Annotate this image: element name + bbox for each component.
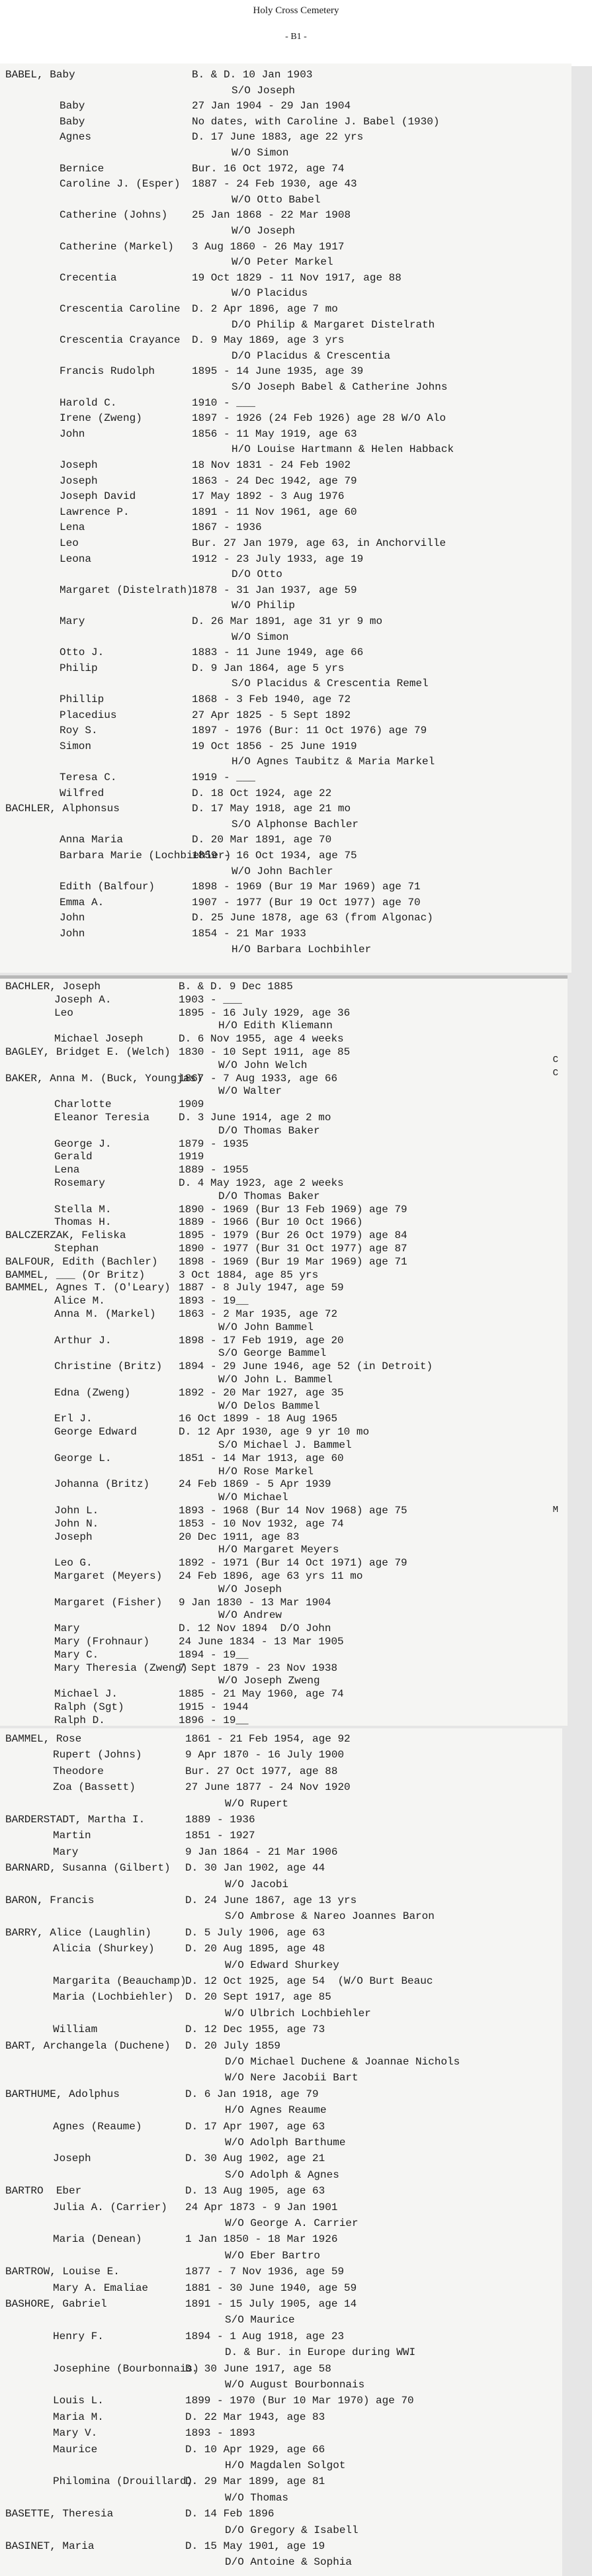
burial-info: D. 12 Nov 1894 D/O John xyxy=(179,1622,331,1635)
burial-info: W/O Peter Markel xyxy=(232,256,333,269)
person-name: Leo G. xyxy=(54,1557,93,1570)
burial-info: No dates, with Caroline J. Babel (1930) xyxy=(192,115,440,128)
burial-info: 3 Aug 1860 - 26 May 1917 xyxy=(192,240,345,253)
burial-info: 24 Apr 1873 - 9 Jan 1901 xyxy=(185,2201,338,2213)
record-sheet-1 xyxy=(0,64,571,973)
burial-info: 1851 - 1927 xyxy=(185,1830,255,1842)
burial-info: 1881 - 30 June 1940, age 59 xyxy=(185,2282,357,2294)
burial-info: D. 15 May 1901, age 19 xyxy=(185,2540,325,2552)
burial-info: W/O John Bammel xyxy=(218,1321,314,1333)
person-name: BARRY, Alice (Laughlin) xyxy=(5,1926,151,1939)
burial-info: H/O Magdalen Solgot xyxy=(225,2460,346,2471)
burial-info: 7 Sept 1879 - 23 Nov 1938 xyxy=(179,1662,338,1674)
burial-info: S/O George Bammel xyxy=(218,1347,327,1360)
burial-info: 1897 - 1976 (Bur: 11 Oct 1976) age 79 xyxy=(192,725,427,737)
burial-info: 27 June 1877 - 24 Nov 1920 xyxy=(185,1781,351,1794)
person-name: Joseph A. xyxy=(54,993,112,1006)
person-name: Maria (Lochbiehler) xyxy=(53,1991,174,2004)
person-name: Maria M. xyxy=(53,2411,104,2423)
burial-info: 24 June 1834 - 13 Mar 1905 xyxy=(179,1636,344,1648)
burial-info: W/O Simon xyxy=(232,147,289,159)
person-name: Phillip xyxy=(60,693,105,705)
burial-info: D. 14 Feb 1896 xyxy=(185,2508,275,2520)
burial-info: S/O Placidus & Crescentia Remel xyxy=(232,678,429,690)
burial-info: D. 12 Oct 1925, age 54 (W/O Burt Beauc xyxy=(185,1975,433,1987)
burial-info: 16 Oct 1899 - 18 Aug 1965 xyxy=(179,1413,338,1425)
person-name: Harold C. xyxy=(60,396,117,409)
burial-info: S/O Adolph & Agnes xyxy=(225,2168,339,2181)
person-name: Joseph xyxy=(60,459,98,471)
burial-info: D. 30 June 1917, age 58 xyxy=(185,2362,331,2375)
burial-info: 9 Jan 1864 - 21 Mar 1906 xyxy=(185,1845,338,1858)
burial-info: 1854 - 21 Mar 1933 xyxy=(192,928,306,940)
person-name: Mary xyxy=(60,615,85,627)
person-name: Mary V. xyxy=(53,2427,98,2440)
person-name: Josephine (Bourbonnais) xyxy=(53,2362,199,2375)
person-name: BASETTE, Theresia xyxy=(5,2508,114,2520)
burial-info: D. 9 Jan 1864, age 5 yrs xyxy=(192,662,345,674)
burial-info: 1895 - 14 June 1935, age 39 xyxy=(192,365,364,378)
burial-info: 1851 - 14 Mar 1913, age 60 xyxy=(179,1452,344,1464)
burial-info: D. 26 Mar 1891, age 31 yr 9 mo xyxy=(192,615,383,627)
person-name: Margarita (Beauchamp) xyxy=(53,1975,187,1987)
burial-info: W/O Jacobi xyxy=(225,1878,289,1890)
page-number: - B1 - xyxy=(285,32,307,42)
person-name: Edith (Balfour) xyxy=(60,881,155,893)
burial-info: D. 17 May 1918, age 21 mo xyxy=(192,803,351,815)
burial-info: D/O Antoine & Sophia xyxy=(225,2556,353,2569)
burial-info: B. & D. 9 Dec 1885 xyxy=(179,981,293,993)
person-name: Simon xyxy=(60,740,92,752)
burial-info: W/O Delos Bammel xyxy=(218,1399,320,1412)
person-name: Crescentia Caroline xyxy=(60,303,181,315)
person-name: Henry F. xyxy=(53,2330,104,2342)
person-name: Rupert (Johns) xyxy=(53,1749,142,1761)
burial-info: 1903 - ___ xyxy=(179,993,243,1006)
burial-info: W/O Rupert xyxy=(225,1797,289,1810)
person-name: Theodore xyxy=(53,1765,104,1777)
burial-info: W/O Thomas xyxy=(225,2491,289,2504)
person-name: Baby xyxy=(60,115,85,128)
burial-info: D/O Otto xyxy=(232,568,282,581)
person-name: Ralph D. xyxy=(54,1714,105,1726)
person-name: BAMMEL, Agnes T. (O'Leary) xyxy=(5,1282,171,1294)
burial-info: S/O Maurice xyxy=(225,2314,295,2327)
person-name: Mary A. Emaliae xyxy=(53,2282,149,2294)
burial-info: 19 Oct 1856 - 25 June 1919 xyxy=(192,740,357,752)
burial-info: S/O Joseph xyxy=(232,84,296,97)
person-name: Philip xyxy=(60,662,98,674)
person-name: Teresa C. xyxy=(60,772,117,783)
margin-mark: C xyxy=(552,1068,558,1079)
person-name: Anna M. (Markel) xyxy=(54,1308,156,1320)
person-name: Johanna (Britz) xyxy=(54,1478,150,1491)
person-name: Maria (Denean) xyxy=(53,2233,142,2246)
burial-info: 27 Jan 1904 - 29 Jan 1904 xyxy=(192,100,351,112)
burial-info: D. 20 Aug 1895, age 48 xyxy=(185,1943,325,1955)
burial-info: H/O Agnes Taubitz & Maria Markel xyxy=(232,756,435,768)
person-name: BALFOUR, Edith (Bachler) xyxy=(5,1255,158,1268)
person-name: Rosemary xyxy=(54,1177,105,1189)
person-name: Louis L. xyxy=(53,2395,104,2407)
burial-info: 1889 - 1966 (Bur 10 Oct 1966) xyxy=(179,1216,363,1229)
person-name: Barbara Marie (Lochbiehler) xyxy=(60,850,232,862)
person-name: John L. xyxy=(54,1505,99,1517)
burial-info: S/O Ambrose & Nareo Joannes Baron xyxy=(225,1910,435,1923)
person-name: Margaret (Fisher) xyxy=(54,1596,163,1609)
person-name: Gerald xyxy=(54,1151,93,1163)
burial-info: 1889 - 1955 xyxy=(179,1164,249,1177)
person-name: BARTROW, Louise E. xyxy=(5,2266,120,2278)
burial-info: 1868 - 3 Feb 1940, age 72 xyxy=(192,693,351,705)
burial-info: 1887 - 24 Feb 1930, age 43 xyxy=(192,178,357,191)
burial-info: 1896 - 19__ xyxy=(179,1714,249,1726)
person-name: Placedius xyxy=(60,709,117,721)
burial-info: 1899 - 1970 (Bur 10 Mar 1970) age 70 xyxy=(185,2395,414,2407)
burial-info: D. 12 Dec 1955, age 73 xyxy=(185,2023,325,2036)
person-name: Crescentia Crayance xyxy=(60,334,181,347)
person-name: BARNARD, Susanna (Gilbert) xyxy=(5,1862,171,1875)
burial-info: D. 30 Jan 1902, age 44 xyxy=(185,1862,325,1875)
burial-info: D. 30 Aug 1902, age 21 xyxy=(185,2153,325,2165)
burial-info: W/O Edward Shurkey xyxy=(225,1959,339,1971)
burial-info: D/O Placidus & Crescentia xyxy=(232,349,391,362)
person-name: Stella M. xyxy=(54,1203,112,1216)
burial-info: B. & D. 10 Jan 1903 xyxy=(192,69,313,81)
burial-info: 1861 - 21 Feb 1954, age 92 xyxy=(185,1733,351,1745)
person-name: BARTRO Eber xyxy=(5,2185,82,2198)
burial-info: 20 Dec 1911, age 83 xyxy=(179,1531,300,1543)
burial-info: H/O Barbara Lochbihler xyxy=(232,943,372,955)
burial-info: 1894 - 19__ xyxy=(179,1648,249,1661)
person-name: Roy S. xyxy=(60,725,98,737)
burial-info: 9 Apr 1870 - 16 July 1900 xyxy=(185,1749,345,1761)
burial-info: D. 29 Mar 1899, age 81 xyxy=(185,2475,325,2488)
person-name: Emma A. xyxy=(60,896,105,909)
burial-info: 1898 - 1969 (Bur 19 Mar 1969) age 71 xyxy=(179,1255,407,1268)
burial-info: 1853 - 10 Nov 1932, age 74 xyxy=(179,1517,344,1530)
person-name: BAMMEL, ___ (Or Britz) xyxy=(5,1268,146,1281)
person-name: Leona xyxy=(60,553,92,565)
burial-info: D. 5 July 1906, age 63 xyxy=(185,1926,325,1939)
person-name: Christine (Britz) xyxy=(54,1360,163,1373)
burial-info: H/O Rose Markel xyxy=(218,1465,314,1478)
person-name: BASHORE, Gabriel xyxy=(5,2298,107,2310)
person-name: Michael Joseph xyxy=(54,1033,144,1045)
person-name: Mary C. xyxy=(54,1648,99,1661)
burial-info: S/O Joseph Babel & Catherine Johns xyxy=(232,381,448,393)
burial-info: W/O Otto Babel xyxy=(232,193,321,206)
person-name: BAKER, Anna M. (Buck, Youngjas) xyxy=(5,1072,202,1085)
burial-info: 1915 - 1944 xyxy=(179,1701,249,1713)
burial-info: D. 9 May 1869, age 3 yrs xyxy=(192,334,345,347)
person-name: John xyxy=(60,928,85,940)
burial-info: W/O Michael xyxy=(218,1491,288,1504)
burial-info: 1909 xyxy=(179,1098,204,1111)
burial-info: 1892 - 20 Mar 1927, age 35 xyxy=(179,1386,344,1399)
burial-info: 19 Oct 1829 - 11 Nov 1917, age 88 xyxy=(192,271,402,284)
burial-info: 1 Jan 1850 - 18 Mar 1926 xyxy=(185,2233,338,2246)
person-name: George Edward xyxy=(54,1426,137,1439)
person-name: Margaret (Meyers) xyxy=(54,1570,163,1582)
burial-info: 1889 - 1936 xyxy=(185,1814,255,1826)
burial-info: W/O Joseph xyxy=(232,225,296,237)
person-name: John xyxy=(60,427,85,440)
burial-info: 1893 - 19__ xyxy=(179,1295,249,1308)
burial-info: 27 Apr 1825 - 5 Sept 1892 xyxy=(192,709,351,721)
person-name: Joseph xyxy=(60,474,98,487)
person-name: Mary xyxy=(54,1622,80,1635)
person-name: Maurice xyxy=(53,2443,98,2456)
person-name: Joseph xyxy=(54,1531,93,1543)
burial-info: 1893 - 1968 (Bur 14 Nov 1968) age 75 xyxy=(179,1505,407,1517)
person-name: BABEL, Baby xyxy=(5,69,75,81)
person-name: George L. xyxy=(54,1452,112,1464)
burial-info: 1877 - 7 Nov 1936, age 59 xyxy=(185,2266,345,2278)
burial-info: 9 Jan 1830 - 13 Mar 1904 xyxy=(179,1596,331,1609)
burial-info: 3 Oct 1884, age 85 yrs xyxy=(179,1268,319,1281)
burial-info: 24 Feb 1869 - 5 Apr 1939 xyxy=(179,1478,331,1491)
burial-info: 1890 - 1969 (Bur 13 Feb 1969) age 79 xyxy=(179,1203,407,1216)
person-name: Catherine (Johns) xyxy=(60,209,168,222)
burial-info: W/O Adolph Barthume xyxy=(225,2137,346,2149)
person-name: Lena xyxy=(60,521,85,534)
burial-info: D/O Thomas Baker xyxy=(218,1124,320,1137)
burial-info: D. 2 Apr 1896, age 7 mo xyxy=(192,303,338,315)
burial-info: D. 22 Mar 1943, age 83 xyxy=(185,2411,325,2423)
burial-info: W/O August Bourbonnais xyxy=(225,2379,365,2391)
burial-info: 1878 - 31 Jan 1937, age 59 xyxy=(192,584,357,596)
person-name: George J. xyxy=(54,1137,112,1150)
person-name: Martin xyxy=(53,1830,91,1842)
burial-info: Bur. 16 Oct 1972, age 74 xyxy=(192,162,345,175)
burial-info: W/O Nere Jacobii Bart xyxy=(225,2072,359,2084)
burial-info: D. 17 June 1883, age 22 yrs xyxy=(192,131,364,144)
burial-info: 17 May 1892 - 3 Aug 1976 xyxy=(192,490,345,503)
person-name: Irene (Zweng) xyxy=(60,412,142,425)
person-name: John xyxy=(60,912,85,924)
burial-info: H/O Margaret Meyers xyxy=(218,1544,339,1556)
person-name: Otto J. xyxy=(60,646,105,659)
burial-info: 1891 - 11 Nov 1961, age 60 xyxy=(192,506,357,518)
burial-info: D. 6 Nov 1955, age 4 weeks xyxy=(179,1033,344,1045)
burial-info: 1910 - ___ xyxy=(192,396,256,409)
burial-info: 1919 xyxy=(179,1151,204,1163)
burial-info: D/O Gregory & Isabell xyxy=(225,2524,359,2536)
burial-info: W/O Joseph xyxy=(218,1583,282,1595)
person-name: Lawrence P. xyxy=(60,506,130,518)
burial-info: 1885 - 21 May 1960, age 74 xyxy=(179,1688,344,1701)
burial-info: 1830 - 10 Sept 1911, age 85 xyxy=(179,1046,351,1058)
margin-mark: C xyxy=(552,1055,558,1065)
person-name: BARON, Francis xyxy=(5,1894,95,1906)
burial-info: S/O Michael J. Bammel xyxy=(218,1439,352,1451)
burial-info: 1895 - 16 July 1929, age 36 xyxy=(179,1006,351,1019)
person-name: Joseph xyxy=(53,2153,91,2165)
burial-info: 1898 - 1969 (Bur 19 Mar 1969) age 71 xyxy=(192,881,421,893)
person-name: Leo xyxy=(60,537,79,549)
burial-info: W/O Simon xyxy=(232,631,289,643)
person-name: Alice M. xyxy=(54,1295,105,1308)
burial-info: W/O Joseph Zweng xyxy=(218,1675,320,1687)
margin-mark: M xyxy=(552,1505,558,1515)
person-name: Philomina (Drouillard) xyxy=(53,2475,193,2488)
burial-info: 24 Feb 1896, age 63 yrs 11 mo xyxy=(179,1570,363,1582)
person-name: Edna (Zweng) xyxy=(54,1386,131,1399)
person-name: Ralph (Sgt) xyxy=(54,1701,124,1713)
person-name: Mary Theresia (Zweng) xyxy=(54,1662,188,1674)
person-name: Bernice xyxy=(60,162,105,175)
burial-info: D. 13 Aug 1905, age 63 xyxy=(185,2185,325,2198)
person-name: Arthur J. xyxy=(54,1334,112,1347)
burial-info: D/O Michael Duchene & Joannae Nichols xyxy=(225,2056,460,2068)
burial-info: 1887 - 8 July 1947, age 59 xyxy=(179,1282,344,1294)
burial-info: 1891 - 15 July 1905, age 14 xyxy=(185,2298,357,2310)
burial-info: H/O Edith Kliemann xyxy=(218,1020,333,1032)
burial-info: W/O John Welch xyxy=(218,1059,308,1071)
burial-info: D. 4 May 1923, age 2 weeks xyxy=(179,1177,344,1189)
person-name: BACHLER, Joseph xyxy=(5,981,101,993)
page-header xyxy=(0,0,592,66)
person-name: Mary (Frohnaur) xyxy=(54,1636,150,1648)
burial-info: 1894 - 29 June 1946, age 52 (in Detroit) xyxy=(179,1360,433,1373)
burial-info: 1894 - 1 Aug 1918, age 23 xyxy=(185,2330,345,2342)
person-name: Charlotte xyxy=(54,1098,112,1111)
person-name: Zoa (Bassett) xyxy=(53,1781,136,1794)
burial-info: 1907 - 1977 (Bur 19 Oct 1977) age 70 xyxy=(192,896,421,909)
person-name: Leo xyxy=(54,1006,73,1019)
burial-info: D. & Bur. in Europe during WWI xyxy=(225,2346,416,2359)
person-name: Joseph David xyxy=(60,490,136,503)
person-name: BAGLEY, Bridget E. (Welch) xyxy=(5,1046,171,1058)
person-name: Margaret (Distelrath) xyxy=(60,584,193,596)
burial-info: S/O Alphonse Bachler xyxy=(232,818,359,830)
burial-info: W/O Philip xyxy=(232,600,296,612)
burial-info: 1897 - 1926 (24 Feb 1926) age 28 W/O Alo xyxy=(192,412,446,425)
burial-info: 1893 - 1893 xyxy=(185,2427,255,2440)
burial-info: 1863 - 2 Mar 1935, age 72 xyxy=(179,1308,338,1320)
burial-info: 1890 - 1977 (Bur 31 Oct 1977) age 87 xyxy=(179,1243,407,1255)
burial-info: D/O Philip & Margaret Distelrath xyxy=(232,318,435,331)
burial-info: D. 20 July 1859 xyxy=(185,2039,281,2052)
burial-info: 18 Nov 1831 - 24 Feb 1902 xyxy=(192,459,351,471)
person-name: BARDERSTADT, Martha I. xyxy=(5,1814,146,1826)
burial-info: 1867 - 1936 xyxy=(192,521,262,534)
page-title: Holy Cross Cemetery xyxy=(253,5,339,16)
burial-info: 1863 - 24 Dec 1942, age 79 xyxy=(192,474,357,487)
burial-info: H/O Agnes Reaume xyxy=(225,2104,327,2117)
person-name: BAMMEL, Rose xyxy=(5,1733,82,1745)
burial-info: D. 20 Mar 1891, age 70 xyxy=(192,834,332,846)
burial-info: Bur. 27 Jan 1979, age 63, in Anchorville xyxy=(192,537,446,549)
burial-info: 1892 - 1971 (Bur 14 Oct 1971) age 79 xyxy=(179,1557,407,1570)
person-name: BART, Archangela (Duchene) xyxy=(5,2039,171,2052)
person-name: Baby xyxy=(60,100,85,112)
person-name: Catherine (Markel) xyxy=(60,240,174,253)
person-name: Agnes xyxy=(60,131,92,144)
person-name: Alicia (Shurkey) xyxy=(53,1943,155,1955)
burial-info: W/O Placidus xyxy=(232,287,308,300)
burial-info: 1883 - 11 June 1949, age 66 xyxy=(192,646,364,659)
record-sheet-3 xyxy=(0,1728,562,2576)
burial-info: D/O Thomas Baker xyxy=(218,1190,320,1202)
burial-info: D. 25 June 1878, age 63 (from Algonac) xyxy=(192,912,433,924)
person-name: Eleanor Teresia xyxy=(54,1112,150,1124)
person-name: Lena xyxy=(54,1164,80,1177)
person-name: Agnes (Reaume) xyxy=(53,2120,142,2133)
burial-info: D. 12 Apr 1930, age 9 yr 10 mo xyxy=(179,1426,370,1439)
burial-info: W/O George A. Carrier xyxy=(225,2217,359,2229)
burial-info: 1859 - 16 Oct 1934, age 75 xyxy=(192,850,357,862)
burial-info: 1879 - 1935 xyxy=(179,1137,249,1150)
person-name: Erl J. xyxy=(54,1413,93,1425)
burial-info: Bur. 27 Oct 1977, age 88 xyxy=(185,1765,338,1777)
burial-info: 1867 - 7 Aug 1933, age 66 xyxy=(179,1072,338,1085)
person-name: Francis Rudolph xyxy=(60,365,155,378)
person-name: William xyxy=(53,2023,98,2036)
burial-info: D. 6 Jan 1918, age 79 xyxy=(185,2088,319,2100)
burial-info: H/O Louise Hartmann & Helen Habback xyxy=(232,443,454,456)
burial-info: W/O Andrew xyxy=(218,1609,282,1622)
person-name: BACHLER, Alphonsus xyxy=(5,803,120,815)
person-name: Caroline J. (Esper) xyxy=(60,178,181,191)
burial-info: W/O John L. Bammel xyxy=(218,1374,333,1386)
burial-info: 1898 - 17 Feb 1919, age 20 xyxy=(179,1334,344,1347)
burial-info: D. 17 Apr 1907, age 63 xyxy=(185,2120,325,2133)
person-name: Stephan xyxy=(54,1243,99,1255)
person-name: BASINET, Maria xyxy=(5,2540,95,2552)
burial-info: 1919 - ___ xyxy=(192,772,256,783)
burial-info: W/O Eber Bartro xyxy=(225,2249,321,2262)
person-name: BARTHUME, Adolphus xyxy=(5,2088,120,2100)
record-sheet-2 xyxy=(0,975,568,1726)
burial-info: 25 Jan 1868 - 22 Mar 1908 xyxy=(192,209,351,222)
person-name: John N. xyxy=(54,1517,99,1530)
burial-info: W/O Walter xyxy=(218,1085,282,1098)
person-name: Mary xyxy=(53,1845,79,1858)
burial-info: 1912 - 23 July 1933, age 19 xyxy=(192,553,364,565)
burial-info: W/O John Bachler xyxy=(232,865,333,877)
burial-info: D. 18 Oct 1924, age 22 xyxy=(192,787,332,799)
person-name: Crecentia xyxy=(60,271,117,284)
burial-info: 1856 - 11 May 1919, age 63 xyxy=(192,427,357,440)
person-name: Thomas H. xyxy=(54,1216,112,1229)
burial-info: D. 3 June 1914, age 2 mo xyxy=(179,1112,331,1124)
person-name: Julia A. (Carrier) xyxy=(53,2201,167,2213)
person-name: Michael J. xyxy=(54,1688,118,1701)
burial-info: D. 20 Sept 1917, age 85 xyxy=(185,1991,331,2004)
burial-info: 1895 - 1979 (Bur 26 Oct 1979) age 84 xyxy=(179,1229,407,1242)
burial-info: D. 24 June 1867, age 13 yrs xyxy=(185,1894,357,1906)
burial-info: D. 10 Apr 1929, age 66 xyxy=(185,2443,325,2456)
person-name: BALCZERZAK, Feliska xyxy=(5,1229,126,1242)
person-name: Wilfred xyxy=(60,787,105,799)
person-name: Anna Maria xyxy=(60,834,124,846)
burial-info: W/O Ulbrich Lochbiehler xyxy=(225,2007,371,2020)
